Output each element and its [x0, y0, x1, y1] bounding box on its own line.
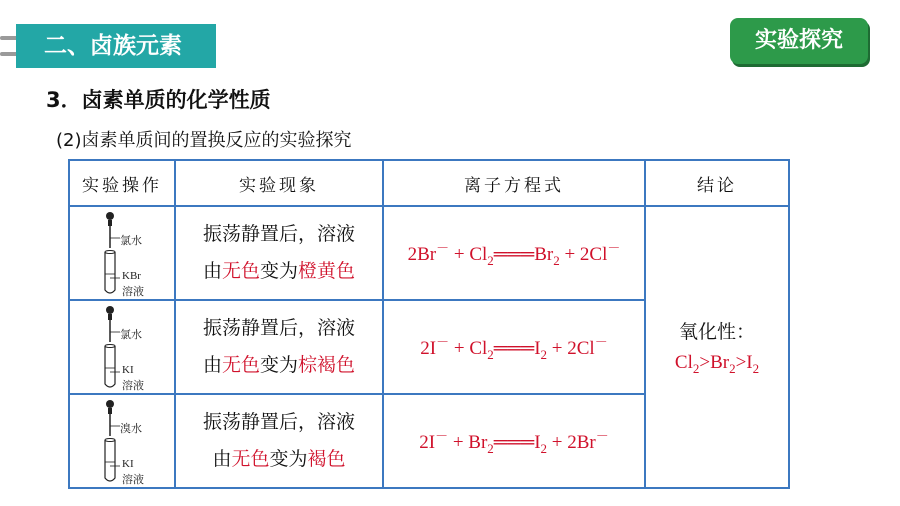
ionic-equation: $2Br^- + Cl_2═══Br_2 + 2Cl^-$	[407, 240, 621, 268]
obs-text: 由	[202, 260, 222, 282]
conclusion-cell	[645, 206, 789, 488]
solution-label: KI	[122, 458, 134, 470]
section-label: 二、卤族元素	[44, 33, 182, 59]
test-tube-dropper-icon	[72, 302, 172, 392]
observation-line: 振荡静置后，溶液	[202, 411, 355, 433]
obs-color-from: 无色	[221, 354, 260, 376]
obs-text: 由	[202, 354, 222, 376]
obs-color-to: 棕褐色	[298, 354, 356, 376]
ionic-equation: $2I^- + Br_2═══I_2 + 2Br^-$	[419, 428, 609, 456]
section-tab	[16, 24, 216, 68]
observation-line: 振荡静置后，溶液	[202, 317, 355, 339]
col-header: 离子方程式	[383, 160, 645, 206]
observation-cell	[175, 300, 383, 394]
page-title: 3．卤素单质的化学性质	[46, 88, 271, 112]
obs-text: 由	[212, 448, 232, 470]
observation-line: 振荡静置后，溶液	[202, 223, 355, 245]
reagent-label: 溴水	[120, 423, 142, 435]
apparatus-cell	[69, 394, 175, 488]
conclusion-label: 氧化性：	[678, 321, 755, 344]
col-header: 实验操作	[69, 160, 175, 206]
section-header	[0, 16, 216, 70]
conclusion-value: $Cl_2>Br_2>I_2$	[674, 352, 760, 376]
equation-cell	[383, 300, 645, 394]
solution-tag: 溶液	[122, 474, 144, 486]
test-tube-dropper-icon	[72, 396, 172, 486]
obs-color-from: 无色	[231, 448, 270, 470]
solution-tag: 溶液	[122, 380, 144, 392]
obs-text: 变为	[269, 448, 308, 470]
obs-color-from: 无色	[221, 260, 260, 282]
table-header-row	[69, 160, 789, 206]
test-tube-dropper-icon	[72, 208, 172, 298]
observation-line	[176, 441, 382, 478]
observation-cell	[175, 206, 383, 300]
obs-color-to: 橙黄色	[298, 260, 356, 282]
solution-label: KBr	[122, 270, 141, 282]
ionic-equation: $2I^- + Cl_2═══I_2 + 2Cl^-$	[420, 334, 608, 362]
solution-label: KI	[122, 364, 134, 376]
obs-text: 变为	[260, 354, 299, 376]
experiment-badge: 实验探究	[730, 18, 868, 64]
obs-color-to: 褐色	[307, 448, 346, 470]
observation-cell	[175, 394, 383, 488]
table-row	[69, 206, 789, 300]
obs-text: 变为	[260, 260, 299, 282]
equation-cell	[383, 206, 645, 300]
experiment-table	[68, 159, 790, 489]
apparatus-cell	[69, 206, 175, 300]
col-header: 实验现象	[175, 160, 383, 206]
col-header: 结论	[645, 160, 789, 206]
reagent-label: 氯水	[120, 329, 142, 341]
observation-line	[176, 347, 382, 384]
reagent-label: 氯水	[120, 235, 142, 247]
page-subtitle: (2)卤素单质间的置换反应的实验探究	[56, 130, 352, 151]
observation-line	[176, 253, 382, 290]
equation-cell	[383, 394, 645, 488]
apparatus-cell	[69, 300, 175, 394]
solution-tag: 溶液	[122, 286, 144, 298]
